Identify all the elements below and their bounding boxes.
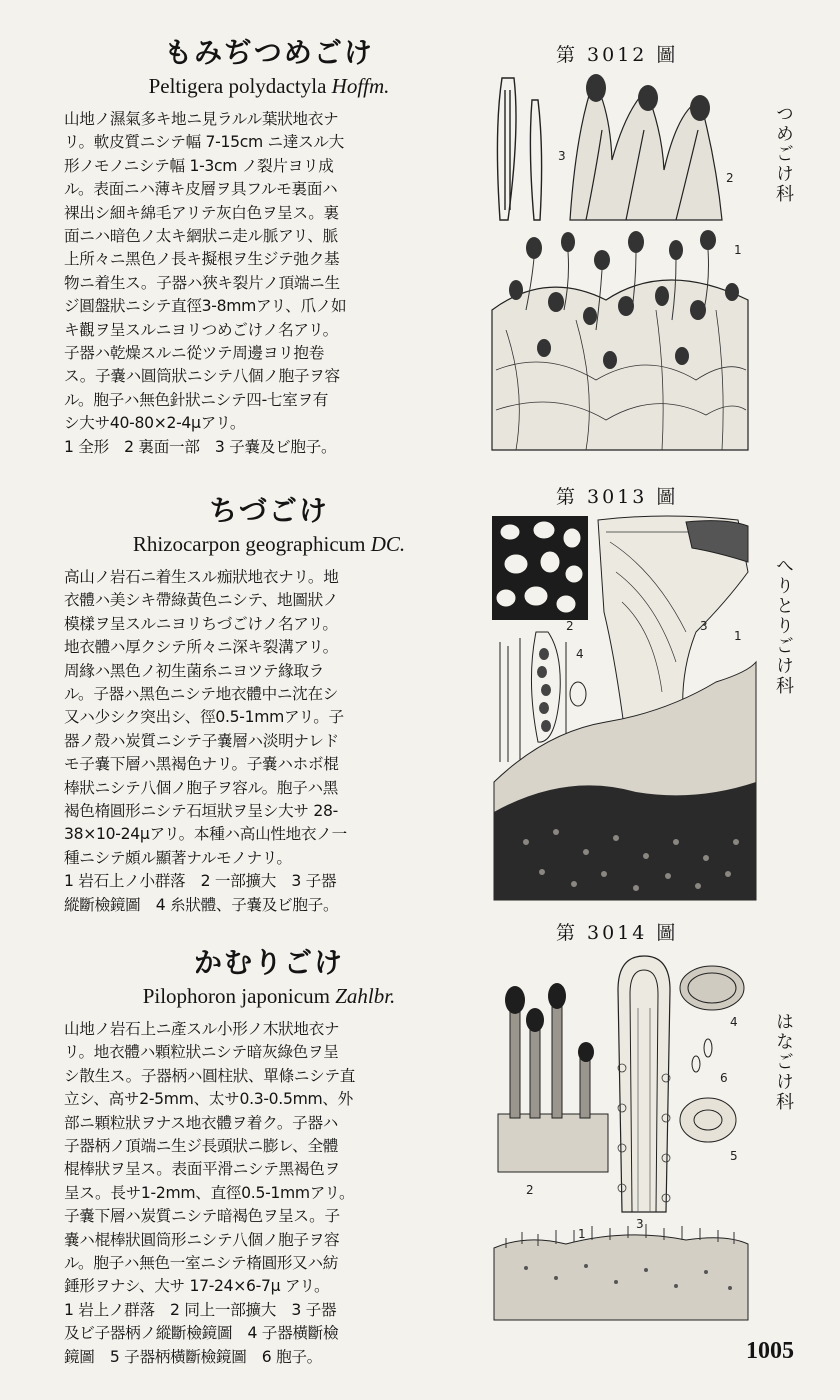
desc-line: 山地ノ濕氣多キ地ニ見ラルル葉狀地衣ナ — [64, 110, 339, 128]
desc-line: 高山ノ岩石ニ着生スル痂狀地衣ナリ。地 — [64, 568, 339, 586]
desc-line: ル。胞子ハ無色針狀ニシテ四-七室ヲ有 — [64, 390, 329, 409]
figure-legend: 鏡圖 5 子器柄橫斷檢鏡圖 6 胞子。 — [64, 1347, 322, 1366]
desc-line: 棒狀ニシテ八個ノ胞子ヲ容ル。胞子ハ黑 — [64, 778, 339, 797]
desc-line: 模樣ヲ呈スルニヨリちづごけノ名アリ。 — [64, 614, 338, 633]
fig-label: 3 — [636, 1217, 644, 1231]
desc-line: ル。表面ニハ薄キ皮層ヲ具フルモ裏面ハ — [64, 180, 338, 199]
author: Zahlbr. — [335, 984, 396, 1008]
desc-line: ス。子嚢ハ圓筒狀ニシテ八個ノ胞子ヲ容 — [64, 367, 340, 386]
desc-line: 子器柄ノ頂端ニ生ジ長頭狀ニ膨レ、全體 — [64, 1137, 339, 1156]
description — [64, 1018, 474, 1369]
author: Hoffm. — [331, 74, 390, 98]
desc-line: 錘形ヲナシ、大サ 17-24×6-7μ アリ。 — [64, 1277, 330, 1296]
desc-line: 物ニ着生ス。子器ハ狹キ裂片ノ頂端ニ生 — [64, 273, 340, 292]
figure-title: 第 3014 圖 — [556, 922, 679, 944]
genus-species: Rhizocarpon geographicum — [132, 532, 366, 556]
desc-line: 褐色楕圓形ニシテ石垣狀ヲ呈シ大サ 28- — [64, 802, 338, 821]
entry-rhizocarpon — [64, 494, 474, 917]
fig-label: 5 — [730, 1149, 738, 1163]
entry-title: かむりごけ — [193, 946, 344, 979]
fig-label: 2 — [526, 1183, 534, 1197]
description — [64, 108, 474, 459]
figure-legend: 及ビ子器柄ノ縱斷檢鏡圖 4 子器橫斷檢 — [64, 1324, 339, 1343]
entry-pilophoron — [64, 946, 474, 1369]
description — [64, 566, 474, 917]
desc-line: 呈ス。長サ1-2mm、直徑0.5-1mmアリ。 — [64, 1183, 355, 1202]
figure-legend: 1 岩上ノ群落 2 同上一部擴大 3 子器 — [64, 1300, 337, 1319]
fig-label: 1 — [734, 243, 742, 257]
desc-line: 又ハ少シク突出シ、徑0.5-1mmアリ。子 — [64, 708, 344, 727]
genus-species: Pilophoron japonicum — [142, 984, 330, 1008]
desc-line: 衣體ハ美シキ帶綠黃色ニシテ、地圖狀ノ — [64, 591, 339, 610]
fig-label: 6 — [720, 1071, 728, 1085]
scientific-name — [64, 72, 474, 100]
desc-line: 種ニシテ頗ル顯著ナルモノナリ。 — [64, 848, 292, 867]
desc-line: 面ニハ暗色ノ太キ網狀ニ走ル脈アリ、脈 — [64, 227, 338, 246]
genus-species: Peltigera polydactyla — [148, 74, 327, 98]
page-number: 1005 — [746, 1338, 794, 1364]
figure-title: 第 3012 圖 — [556, 44, 679, 66]
figure-plate-3014 — [486, 948, 756, 1334]
family-name: はなごけ科 — [773, 1012, 794, 1112]
desc-line: 地衣體ハ厚クシテ所々ニ深キ裂溝アリ。 — [64, 638, 338, 657]
desc-line: シ大サ40-80×2-4μアリ。 — [64, 414, 246, 433]
fig-label: 3 — [558, 149, 566, 163]
fig-label: 1 — [578, 1227, 586, 1241]
desc-line: 子器ハ乾燥スルニ從ツテ周邊ヨリ抱卷 — [64, 344, 324, 363]
desc-line: 山地ノ岩石上ニ產スル小形ノ木狀地衣ナ — [64, 1020, 340, 1038]
fig-label: 3 — [700, 619, 708, 633]
scientific-name — [64, 982, 474, 1010]
family-name: へりとりごけ科 — [773, 556, 794, 696]
desc-line: 嚢ハ棍棒狀圓筒形ニシテ八個ノ胞子ヲ容 — [64, 1230, 340, 1249]
desc-line: モ子嚢下層ハ黑褐色ナリ。子嚢ハホボ棍 — [64, 755, 339, 774]
desc-line: 棍棒狀ヲ呈ス。表面平滑ニシテ黑褐色ヲ — [64, 1160, 340, 1179]
desc-line: 上所々ニ黑色ノ長キ擬根ヲ生ジテ弛ク基 — [64, 250, 340, 269]
lichen-illustration — [486, 948, 756, 1334]
fig-label: 4 — [730, 1015, 738, 1029]
figure-legend: 縱斷檢鏡圖 4 糸狀體、子嚢及ビ胞子。 — [64, 895, 339, 914]
entry-title: ちづごけ — [209, 494, 329, 527]
desc-line: 部ニ顆粒狀ヲナス地衣體ヲ着ク。子器ハ — [64, 1113, 339, 1132]
desc-line: 38×10-24μアリ。本種ハ高山性地衣ノ一 — [64, 825, 347, 844]
desc-line: リ。地衣體ハ顆粒狀ニシテ暗灰綠色ヲ呈 — [64, 1043, 339, 1062]
desc-line: 形ノモノニシテ幅 1-3cm ノ裂片ヨリ成 — [64, 156, 334, 175]
desc-line: 周緣ハ黑色ノ初生菌糸ニヨツテ緣取ラ — [64, 661, 324, 680]
figure-legend: 1 岩石上ノ小群落 2 一部擴大 3 子器 — [64, 872, 337, 891]
fig-label: 2 — [726, 171, 734, 185]
figure-plate-3012 — [486, 70, 756, 460]
desc-line: 器ノ殼ハ炭質ニシテ子嚢層ハ淡明ナレド — [64, 731, 339, 750]
fig-label: 1 — [734, 629, 742, 643]
lichen-illustration — [486, 512, 760, 902]
desc-line: リ。軟皮質ニシテ幅 7-15cm ニ達スル大 — [64, 133, 345, 152]
desc-line: 立シ、高サ2-5mm、太サ0.3-0.5mm、外 — [64, 1090, 353, 1109]
entry-peltigera — [64, 36, 474, 459]
figure-title: 第 3013 圖 — [556, 486, 679, 508]
desc-line: ル。子器ハ黑色ニシテ地衣體中ニ沈在シ — [64, 685, 339, 704]
desc-line: ジ圓盤狀ニシテ直徑3-8mmアリ、爪ノ如 — [64, 297, 347, 316]
desc-line: シ散生ス。子器柄ハ圓柱狀、單條ニシテ直 — [64, 1066, 356, 1085]
desc-line: ル。胞子ハ無色一室ニシテ楕圓形又ハ紡 — [64, 1254, 339, 1273]
lichen-illustration — [486, 70, 756, 460]
family-name: つめごけ科 — [773, 104, 794, 204]
figure-legend: 1 全形 2 裏面一部 3 子嚢及ビ胞子。 — [64, 437, 337, 456]
entry-title: もみぢつめごけ — [164, 36, 374, 69]
author: DC. — [370, 532, 406, 556]
figure-plate-3013 — [486, 512, 760, 902]
desc-line: 子嚢下層ハ炭質ニシテ暗褐色ヲ呈ス。子 — [64, 1207, 340, 1226]
desc-line: キ觀ヲ呈スルニヨリつめごけノ名アリ。 — [64, 320, 338, 339]
fig-label: 4 — [576, 647, 584, 661]
scientific-name — [64, 530, 474, 558]
desc-line: 裸出シ細キ綿毛アリテ灰白色ヲ呈ス。裏 — [64, 203, 339, 222]
fig-label: 2 — [566, 619, 574, 633]
